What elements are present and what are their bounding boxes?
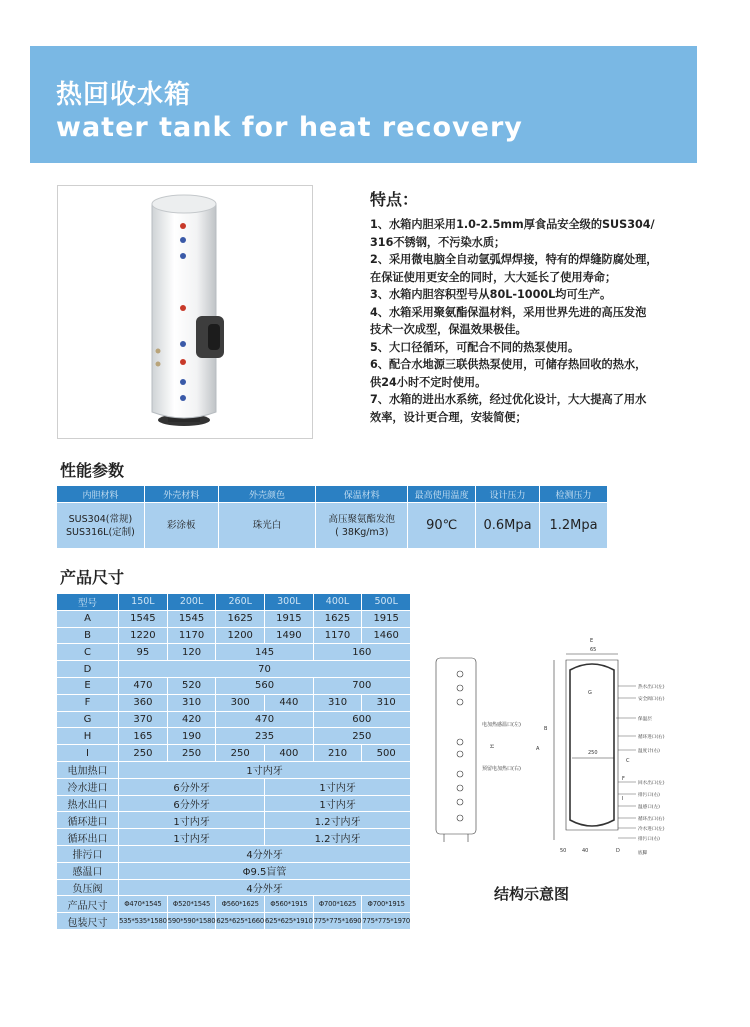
row-label: 冷水进口 bbox=[57, 778, 119, 795]
table-cell: 440 bbox=[265, 694, 314, 711]
table-cell: 1寸内牙 bbox=[119, 812, 265, 829]
diagram-label: 250 bbox=[588, 750, 598, 756]
table-cell: 1915 bbox=[362, 610, 411, 627]
row-label: 负压阀 bbox=[57, 879, 119, 896]
table-row bbox=[57, 896, 411, 913]
table-cell: 1625 bbox=[313, 610, 362, 627]
header-cell: 检测压力 bbox=[540, 486, 608, 503]
table-cell: 4分外牙 bbox=[119, 879, 411, 896]
table-cell: 1460 bbox=[362, 627, 411, 644]
table-cell: 250 bbox=[167, 745, 216, 762]
table-cell: 160 bbox=[313, 644, 410, 661]
table-cell: 625*625*1660 bbox=[216, 913, 265, 930]
row-label: E bbox=[57, 677, 119, 694]
diagram-label: G bbox=[588, 690, 592, 696]
diagram-label: 40 bbox=[582, 848, 589, 854]
product-photo bbox=[57, 185, 313, 439]
header-cell: 400L bbox=[313, 594, 362, 611]
table-cell: 250 bbox=[216, 745, 265, 762]
header-cell: 设计压力 bbox=[476, 486, 540, 503]
table-row bbox=[57, 829, 411, 846]
table-cell: 1.2寸内牙 bbox=[265, 829, 411, 846]
row-label: 循环进口 bbox=[57, 812, 119, 829]
row-label: 感温口 bbox=[57, 862, 119, 879]
header-cell: 保温材料 bbox=[316, 486, 408, 503]
table-cell: 1220 bbox=[119, 627, 168, 644]
diagram-caption: 结构示意图 bbox=[494, 885, 570, 903]
feature-line: 7、水箱的进出水系统，经过优化设计，大大提高了用水 bbox=[370, 393, 647, 406]
table-cell: 1寸内牙 bbox=[119, 761, 411, 778]
title-banner bbox=[30, 46, 697, 163]
table-cell: 1寸内牙 bbox=[265, 778, 411, 795]
header-cell: 260L bbox=[216, 594, 265, 611]
table-cell: 190 bbox=[167, 728, 216, 745]
row-label: H bbox=[57, 728, 119, 745]
diagram-label: 底脚 bbox=[638, 851, 648, 856]
row-label: C bbox=[57, 644, 119, 661]
feature-line: 3、水箱内胆容积型号从80L-1000L均可生产。 bbox=[370, 288, 612, 301]
table-row bbox=[57, 627, 411, 644]
table-row bbox=[57, 778, 411, 795]
table-cell: 360 bbox=[119, 694, 168, 711]
diagram-label: 排污口(右) bbox=[638, 837, 660, 842]
table-row bbox=[57, 677, 411, 694]
header-cell: 150L bbox=[119, 594, 168, 611]
table-row bbox=[57, 661, 411, 678]
table-cell: 1170 bbox=[167, 627, 216, 644]
feature-line: 6、配合水地源三联供热泵使用，可储存热回收的热水， bbox=[370, 358, 647, 371]
table-cell: 560 bbox=[216, 677, 313, 694]
inner-material-2: SUS316L(定制) bbox=[66, 526, 135, 538]
table-cell: 310 bbox=[313, 694, 362, 711]
front-view-outline bbox=[436, 658, 476, 834]
diagram-label: A bbox=[536, 746, 540, 752]
header-cell: 内胆材料 bbox=[57, 486, 145, 503]
diagram-label: 排污口(右) bbox=[638, 793, 660, 798]
header-cell: 型号 bbox=[57, 594, 119, 611]
diagram-label: 温度计(右) bbox=[638, 749, 660, 754]
table-cell: 1.2寸内牙 bbox=[265, 812, 411, 829]
row-label: A bbox=[57, 610, 119, 627]
insulation-cell bbox=[316, 503, 408, 549]
table-cell: Φ560*1625 bbox=[216, 896, 265, 913]
shell-color-cell: 珠光白 bbox=[218, 503, 316, 549]
table-cell: 120 bbox=[167, 644, 216, 661]
header-cell: 200L bbox=[167, 594, 216, 611]
structure-diagram bbox=[430, 630, 690, 860]
table-cell: 1寸内牙 bbox=[265, 795, 411, 812]
table-cell: 1915 bbox=[265, 610, 314, 627]
inner-material-1: SUS304(常规) bbox=[68, 513, 133, 525]
table-cell: 1545 bbox=[119, 610, 168, 627]
table-row bbox=[57, 644, 411, 661]
table-header-row bbox=[57, 594, 411, 611]
size-table bbox=[56, 593, 411, 930]
table-cell: 95 bbox=[119, 644, 168, 661]
table-cell: 600 bbox=[313, 711, 410, 728]
table-cell: 1490 bbox=[265, 627, 314, 644]
size-title: 产品尺寸 bbox=[60, 568, 125, 587]
table-cell: Φ700*1625 bbox=[313, 896, 362, 913]
table-row bbox=[57, 795, 411, 812]
header-cell: 外壳颜色 bbox=[218, 486, 316, 503]
table-cell: Φ9.5盲管 bbox=[119, 862, 411, 879]
table-cell: 1625 bbox=[216, 610, 265, 627]
table-cell: 1170 bbox=[313, 627, 362, 644]
table-cell: Φ470*1545 bbox=[119, 896, 168, 913]
diagram-label: 安全阀口(右) bbox=[638, 697, 665, 702]
table-cell: 310 bbox=[362, 694, 411, 711]
row-label: G bbox=[57, 711, 119, 728]
table-cell: 420 bbox=[167, 711, 216, 728]
table-cell: 6分外牙 bbox=[119, 795, 265, 812]
front-view-ports bbox=[457, 671, 463, 821]
diagram-label: 温感口(左) bbox=[638, 805, 660, 810]
table-cell: 235 bbox=[216, 728, 313, 745]
section-outer bbox=[566, 660, 618, 830]
table-cell: 625*625*1910 bbox=[265, 913, 314, 930]
feature-line: 316不锈钢，不污染水质； bbox=[370, 235, 506, 249]
header-cell: 300L bbox=[265, 594, 314, 611]
table-cell: 590*590*1580 bbox=[167, 913, 216, 930]
table-row bbox=[57, 745, 411, 762]
table-row bbox=[57, 913, 411, 930]
diagram-label: 回水出口(左) bbox=[638, 781, 665, 786]
inner-material-cell bbox=[57, 503, 145, 549]
table-cell: 210 bbox=[313, 745, 362, 762]
diagram-label: I bbox=[622, 796, 624, 802]
table-cell: 1寸内牙 bbox=[119, 829, 265, 846]
table-row bbox=[57, 728, 411, 745]
water-tank-image bbox=[58, 186, 314, 440]
insulation-1: 高压聚氨酯发泡 bbox=[328, 513, 396, 525]
row-label: B bbox=[57, 627, 119, 644]
row-label: 热水出口 bbox=[57, 795, 119, 812]
feature-line: 效率，设计更合理，安装简便； bbox=[370, 410, 527, 424]
row-label: 产品尺寸 bbox=[57, 896, 119, 913]
feature-line: 2、采用微电脑全自动氩弧焊焊接，特有的焊缝防腐处理， bbox=[370, 253, 658, 266]
diagram-label: H bbox=[490, 744, 496, 748]
title-cn: 热回收水箱 bbox=[56, 80, 192, 110]
table-row bbox=[57, 711, 411, 728]
row-label: Ⅰ bbox=[57, 745, 119, 762]
table-cell: Φ520*1545 bbox=[167, 896, 216, 913]
feature-line: 5、大口径循环，可配合不同的热泵使用。 bbox=[370, 340, 580, 354]
diagram-label: 50 bbox=[560, 848, 567, 854]
table-cell: 250 bbox=[119, 745, 168, 762]
diagram-label: E bbox=[590, 638, 594, 644]
table-cell: 500 bbox=[362, 745, 411, 762]
shell-material-cell: 彩涂板 bbox=[144, 503, 218, 549]
table-cell: 4分外牙 bbox=[119, 845, 411, 862]
table-cell: 775*775*1970 bbox=[362, 913, 411, 930]
table-cell: 300 bbox=[216, 694, 265, 711]
title-en: water tank for heat recovery bbox=[56, 112, 523, 143]
table-cell: 250 bbox=[313, 728, 410, 745]
header-cell: 500L bbox=[362, 594, 411, 611]
diagram-label: F bbox=[622, 776, 625, 782]
feature-line: 1、水箱内胆采用1.0-2.5mm厚食品安全级的SUS304/ bbox=[370, 218, 655, 231]
diagram-label: 冷水进口(左) bbox=[638, 827, 665, 832]
table-cell: 535*535*1580 bbox=[119, 913, 168, 930]
table-cell: 1545 bbox=[167, 610, 216, 627]
table-row bbox=[57, 845, 411, 862]
diagram-label: 电加热感温口(左) bbox=[482, 722, 521, 728]
design-pressure-cell: 0.6Mpa bbox=[476, 503, 540, 549]
diagram-label: D bbox=[616, 848, 620, 854]
row-label: 包装尺寸 bbox=[57, 913, 119, 930]
table-row bbox=[57, 812, 411, 829]
table-cell: 700 bbox=[313, 677, 410, 694]
performance-title: 性能参数 bbox=[60, 461, 125, 480]
table-cell: 310 bbox=[167, 694, 216, 711]
feature-line: 4、水箱采用聚氨酯保温材料，采用世界先进的高压发泡 bbox=[370, 305, 647, 319]
table-cell: 400 bbox=[265, 745, 314, 762]
diagram-label: B bbox=[544, 726, 548, 732]
header-cell: 最高使用温度 bbox=[408, 486, 476, 503]
table-row bbox=[57, 694, 411, 711]
feature-line: 在保证使用更安全的同时，大大延长了使用寿命； bbox=[370, 270, 617, 284]
row-label: F bbox=[57, 694, 119, 711]
insulation-2: ( 38Kg/m3) bbox=[335, 526, 389, 538]
table-cell: 775*775*1690 bbox=[313, 913, 362, 930]
row-label: 循环出口 bbox=[57, 829, 119, 846]
table-cell: 145 bbox=[216, 644, 313, 661]
row-label: D bbox=[57, 661, 119, 678]
features-title: 特点： bbox=[370, 190, 419, 209]
max-temp-cell: 90℃ bbox=[408, 503, 476, 549]
table-header-row bbox=[57, 486, 608, 503]
table-row bbox=[57, 761, 411, 778]
table-cell: 70 bbox=[119, 661, 411, 678]
table-cell: 520 bbox=[167, 677, 216, 694]
header-cell: 外壳材料 bbox=[144, 486, 218, 503]
table-cell: 1200 bbox=[216, 627, 265, 644]
diagram-label: 循环进口(右) bbox=[638, 735, 665, 740]
performance-table bbox=[56, 485, 608, 549]
table-cell: 370 bbox=[119, 711, 168, 728]
diagram-label: C bbox=[626, 758, 630, 764]
row-label: 电加热口 bbox=[57, 761, 119, 778]
table-cell: 470 bbox=[216, 711, 313, 728]
table-cell: Φ700*1915 bbox=[362, 896, 411, 913]
table-row bbox=[57, 879, 411, 896]
section-inner-tank bbox=[570, 664, 614, 826]
table-row bbox=[57, 862, 411, 879]
diagram-label: 热水出口(左) bbox=[638, 685, 665, 690]
row-label: 排污口 bbox=[57, 845, 119, 862]
test-pressure-cell: 1.2Mpa bbox=[540, 503, 608, 549]
table-cell: 6分外牙 bbox=[119, 778, 265, 795]
table-cell: 470 bbox=[119, 677, 168, 694]
diagram-label: 保温层 bbox=[638, 717, 652, 722]
table-row bbox=[57, 610, 411, 627]
table-cell: Φ560*1915 bbox=[265, 896, 314, 913]
feature-line: 供24小时不定时使用。 bbox=[370, 375, 487, 389]
diagram-label: 循环出口(右) bbox=[638, 817, 665, 822]
table-row bbox=[57, 503, 608, 549]
feature-line: 技术一次成型，保温效果极佳。 bbox=[370, 323, 527, 336]
diagram-label: 65 bbox=[590, 647, 597, 653]
features-list bbox=[370, 216, 700, 426]
diagram-label: 预留电加热口(右) bbox=[482, 766, 521, 772]
table-cell: 165 bbox=[119, 728, 168, 745]
